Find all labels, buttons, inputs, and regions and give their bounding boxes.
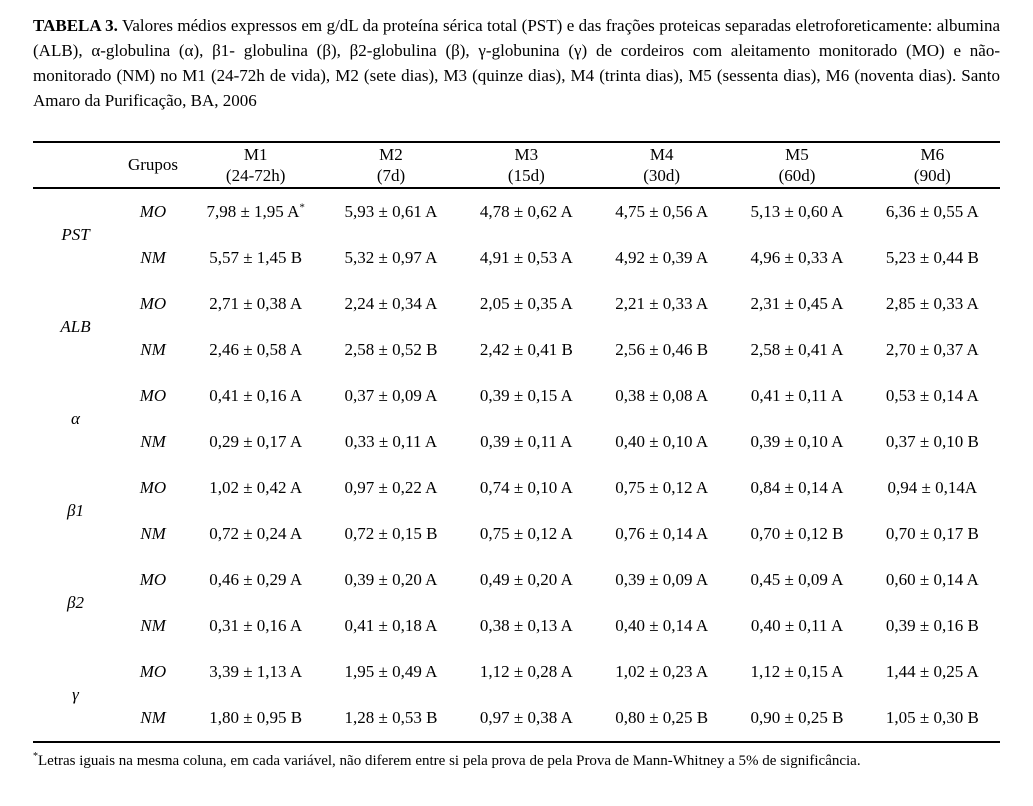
group-label: NM (140, 248, 166, 267)
value-cell: 4,92 ± 0,39 A (615, 248, 709, 267)
value-cell: 2,85 ± 0,33 A (885, 294, 979, 313)
data-table (33, 141, 1000, 743)
header-m3-label: M3 (514, 145, 539, 164)
value-cell: 2,70 ± 0,37 A (885, 340, 979, 359)
variable-label-gamma: γ (72, 685, 79, 704)
group-label: MO (139, 202, 167, 221)
header-grupos: Grupos (118, 142, 188, 188)
value-cell: 0,41 ± 0,18 A (344, 616, 438, 635)
header-m4-sub: (30d) (643, 166, 681, 185)
value-cell: 2,58 ± 0,52 B (344, 340, 438, 359)
value-cell: 0,39 ± 0,20 A (344, 570, 438, 589)
value-cell: 6,36 ± 0,55 A (885, 202, 979, 221)
group-label: NM (140, 432, 166, 451)
table-caption (33, 13, 1000, 113)
table-row (33, 188, 1000, 235)
header-m1-label: M1 (243, 145, 268, 164)
value-cell: 0,39 ± 0,11 A (480, 432, 573, 451)
header-m4-label: M4 (649, 145, 674, 164)
value-cell: 0,39 ± 0,09 A (615, 570, 709, 589)
header-m4 (594, 142, 729, 188)
value-cell: 5,23 ± 0,44 B (885, 248, 979, 267)
value-cell: 1,02 ± 0,23 A (615, 662, 709, 681)
table-row (33, 235, 1000, 281)
table-row (33, 465, 1000, 511)
value-cell: 0,40 ± 0,11 A (750, 616, 844, 635)
value-cell: 2,56 ± 0,46 B (615, 340, 709, 359)
value-cell: 0,40 ± 0,10 A (615, 432, 709, 451)
table-row (33, 373, 1000, 419)
table-row (33, 281, 1000, 327)
value-cell: 0,41 ± 0,11 A (750, 386, 844, 405)
value-cell: 2,42 ± 0,41 B (479, 340, 573, 359)
value-cell: 0,45 ± 0,09 A (750, 570, 844, 589)
group-label: MO (139, 294, 167, 313)
value-cell: 5,13 ± 0,60 A (750, 202, 844, 221)
value-cell: 0,75 ± 0,12 A (479, 524, 573, 543)
value-cell: 0,75 ± 0,12 A (615, 478, 709, 497)
value-cell: 4,75 ± 0,56 A (615, 202, 709, 221)
value-text: 7,98 ± 1,95 A (206, 202, 300, 221)
value-cell: 5,57 ± 1,45 B (209, 248, 303, 267)
table-row (33, 327, 1000, 373)
group-label: MO (139, 570, 167, 589)
group-label: NM (140, 616, 166, 635)
value-cell: 0,84 ± 0,14 A (750, 478, 844, 497)
header-m2-sub: (7d) (376, 166, 406, 185)
table-row (33, 603, 1000, 649)
group-label: MO (139, 478, 167, 497)
header-m5-label: M5 (785, 145, 809, 164)
value-cell: 0,97 ± 0,38 A (479, 708, 573, 727)
group-label: NM (140, 708, 166, 727)
table-body (33, 188, 1000, 742)
value-cell (188, 188, 323, 235)
value-cell: 0,37 ± 0,10 B (885, 432, 979, 451)
value-cell: 2,58 ± 0,41 A (750, 340, 844, 359)
table-header (33, 142, 1000, 188)
value-cell: 0,80 ± 0,25 B (615, 708, 709, 727)
value-cell: 0,76 ± 0,14 A (615, 524, 709, 543)
value-cell: 0,46 ± 0,29 A (209, 570, 303, 589)
value-cell: 2,31 ± 0,45 A (750, 294, 844, 313)
value-cell: 0,29 ± 0,17 A (209, 432, 303, 451)
table-row (33, 649, 1000, 695)
header-m6 (865, 142, 1000, 188)
value-cell: 0,40 ± 0,14 A (615, 616, 709, 635)
value-cell: 0,33 ± 0,11 A (344, 432, 438, 451)
header-m2-label: M2 (379, 145, 403, 164)
table-row (33, 511, 1000, 557)
value-cell: 4,96 ± 0,33 A (750, 248, 844, 267)
value-cell: 1,28 ± 0,53 B (344, 708, 438, 727)
header-m3 (459, 142, 594, 188)
value-cell: 0,72 ± 0,24 A (209, 524, 303, 543)
table-row (33, 419, 1000, 465)
header-m3-sub: (15d) (507, 166, 545, 185)
caption-text: Valores médios expressos em g/dL da proteína sérica total (PST) e das frações proteicas separadas eletroforeticamente: albumina (ALB), α-globulina (α), β1- globulina (β), β2-globulina (β), γ-globunina (γ) de cordeiros com aleitamento monitorado (MO) e não-monitorado (NM) no M1 (24-72h de vida), M2 (sete dias), M3 (quinze dias), M4 (trinta dias), M5 (sessenta dias), M6 (noventa dias). Santo Amaro da Purificação, BA, 2006 (33, 16, 1000, 110)
value-cell: 0,37 ± 0,09 A (344, 386, 438, 405)
value-cell: 2,24 ± 0,34 A (344, 294, 438, 313)
value-cell: 1,95 ± 0,49 A (344, 662, 438, 681)
header-m1 (188, 142, 323, 188)
value-cell: 4,91 ± 0,53 A (479, 248, 573, 267)
footnote-marker: * (33, 751, 38, 762)
value-cell: 0,31 ± 0,16 A (209, 616, 303, 635)
value-cell: 0,70 ± 0,17 B (885, 524, 979, 543)
value-cell: 1,80 ± 0,95 B (209, 708, 303, 727)
value-cell: 0,39 ± 0,15 A (479, 386, 573, 405)
variable-label-pst: PST (61, 225, 90, 244)
header-m5-sub: (60d) (778, 166, 816, 185)
value-cell: 2,46 ± 0,58 A (209, 340, 303, 359)
value-cell: 0,39 ± 0,10 A (750, 432, 844, 451)
variable-label-beta1: β1 (67, 501, 84, 520)
value-cell: 0,70 ± 0,12 B (750, 524, 844, 543)
value-cell: 5,93 ± 0,61 A (344, 202, 438, 221)
value-cell: 1,02 ± 0,42 A (209, 478, 303, 497)
footnote-text: Letras iguais na mesma coluna, em cada variável, não diferem entre si pela prova de pela Prova de Mann-Whitney a 5% de significância. (38, 753, 861, 769)
table-row (33, 557, 1000, 603)
header-m1-sub: (24-72h) (225, 166, 286, 185)
header-m2 (323, 142, 458, 188)
value-cell: 0,53 ± 0,14 A (885, 386, 979, 405)
value-cell: 4,78 ± 0,62 A (479, 202, 573, 221)
value-cell: 0,72 ± 0,15 B (344, 524, 438, 543)
header-row (33, 142, 1000, 188)
value-cell: 5,32 ± 0,97 A (344, 248, 438, 267)
group-label: MO (139, 386, 167, 405)
value-cell: 1,12 ± 0,15 A (750, 662, 844, 681)
significance-star: * (299, 201, 305, 214)
header-variable-empty (33, 142, 118, 188)
value-cell: 0,41 ± 0,16 A (209, 386, 303, 405)
value-cell: 0,97 ± 0,22 A (344, 478, 438, 497)
value-cell: 0,38 ± 0,08 A (615, 386, 709, 405)
value-cell: 0,90 ± 0,25 B (750, 708, 844, 727)
footnote (33, 751, 1000, 771)
value-cell: 2,21 ± 0,33 A (615, 294, 709, 313)
value-cell: 3,39 ± 1,13 A (209, 662, 303, 681)
header-m6-label: M6 (920, 145, 945, 164)
value-cell: 0,94 ± 0,14A (887, 478, 978, 497)
group-label: NM (140, 340, 166, 359)
value-cell: 0,74 ± 0,10 A (479, 478, 573, 497)
table-row (33, 695, 1000, 742)
value-cell: 1,12 ± 0,28 A (479, 662, 573, 681)
value-cell: 1,05 ± 0,30 B (885, 708, 979, 727)
caption-label: TABELA 3. (33, 16, 118, 35)
variable-label-alpha: α (71, 409, 80, 428)
value-cell: 0,39 ± 0,16 B (885, 616, 979, 635)
value-cell: 2,71 ± 0,38 A (209, 294, 303, 313)
value-cell: 2,05 ± 0,35 A (479, 294, 573, 313)
variable-label-beta2: β2 (67, 593, 84, 612)
header-m5 (729, 142, 864, 188)
variable-label-alb: ALB (60, 317, 91, 336)
value-cell: 0,38 ± 0,13 A (479, 616, 573, 635)
value-cell: 0,49 ± 0,20 A (479, 570, 573, 589)
group-label: NM (140, 524, 166, 543)
value-cell: 1,44 ± 0,25 A (885, 662, 979, 681)
group-label: MO (139, 662, 167, 681)
header-m6-sub: (90d) (913, 166, 951, 185)
value-cell: 0,60 ± 0,14 A (885, 570, 979, 589)
